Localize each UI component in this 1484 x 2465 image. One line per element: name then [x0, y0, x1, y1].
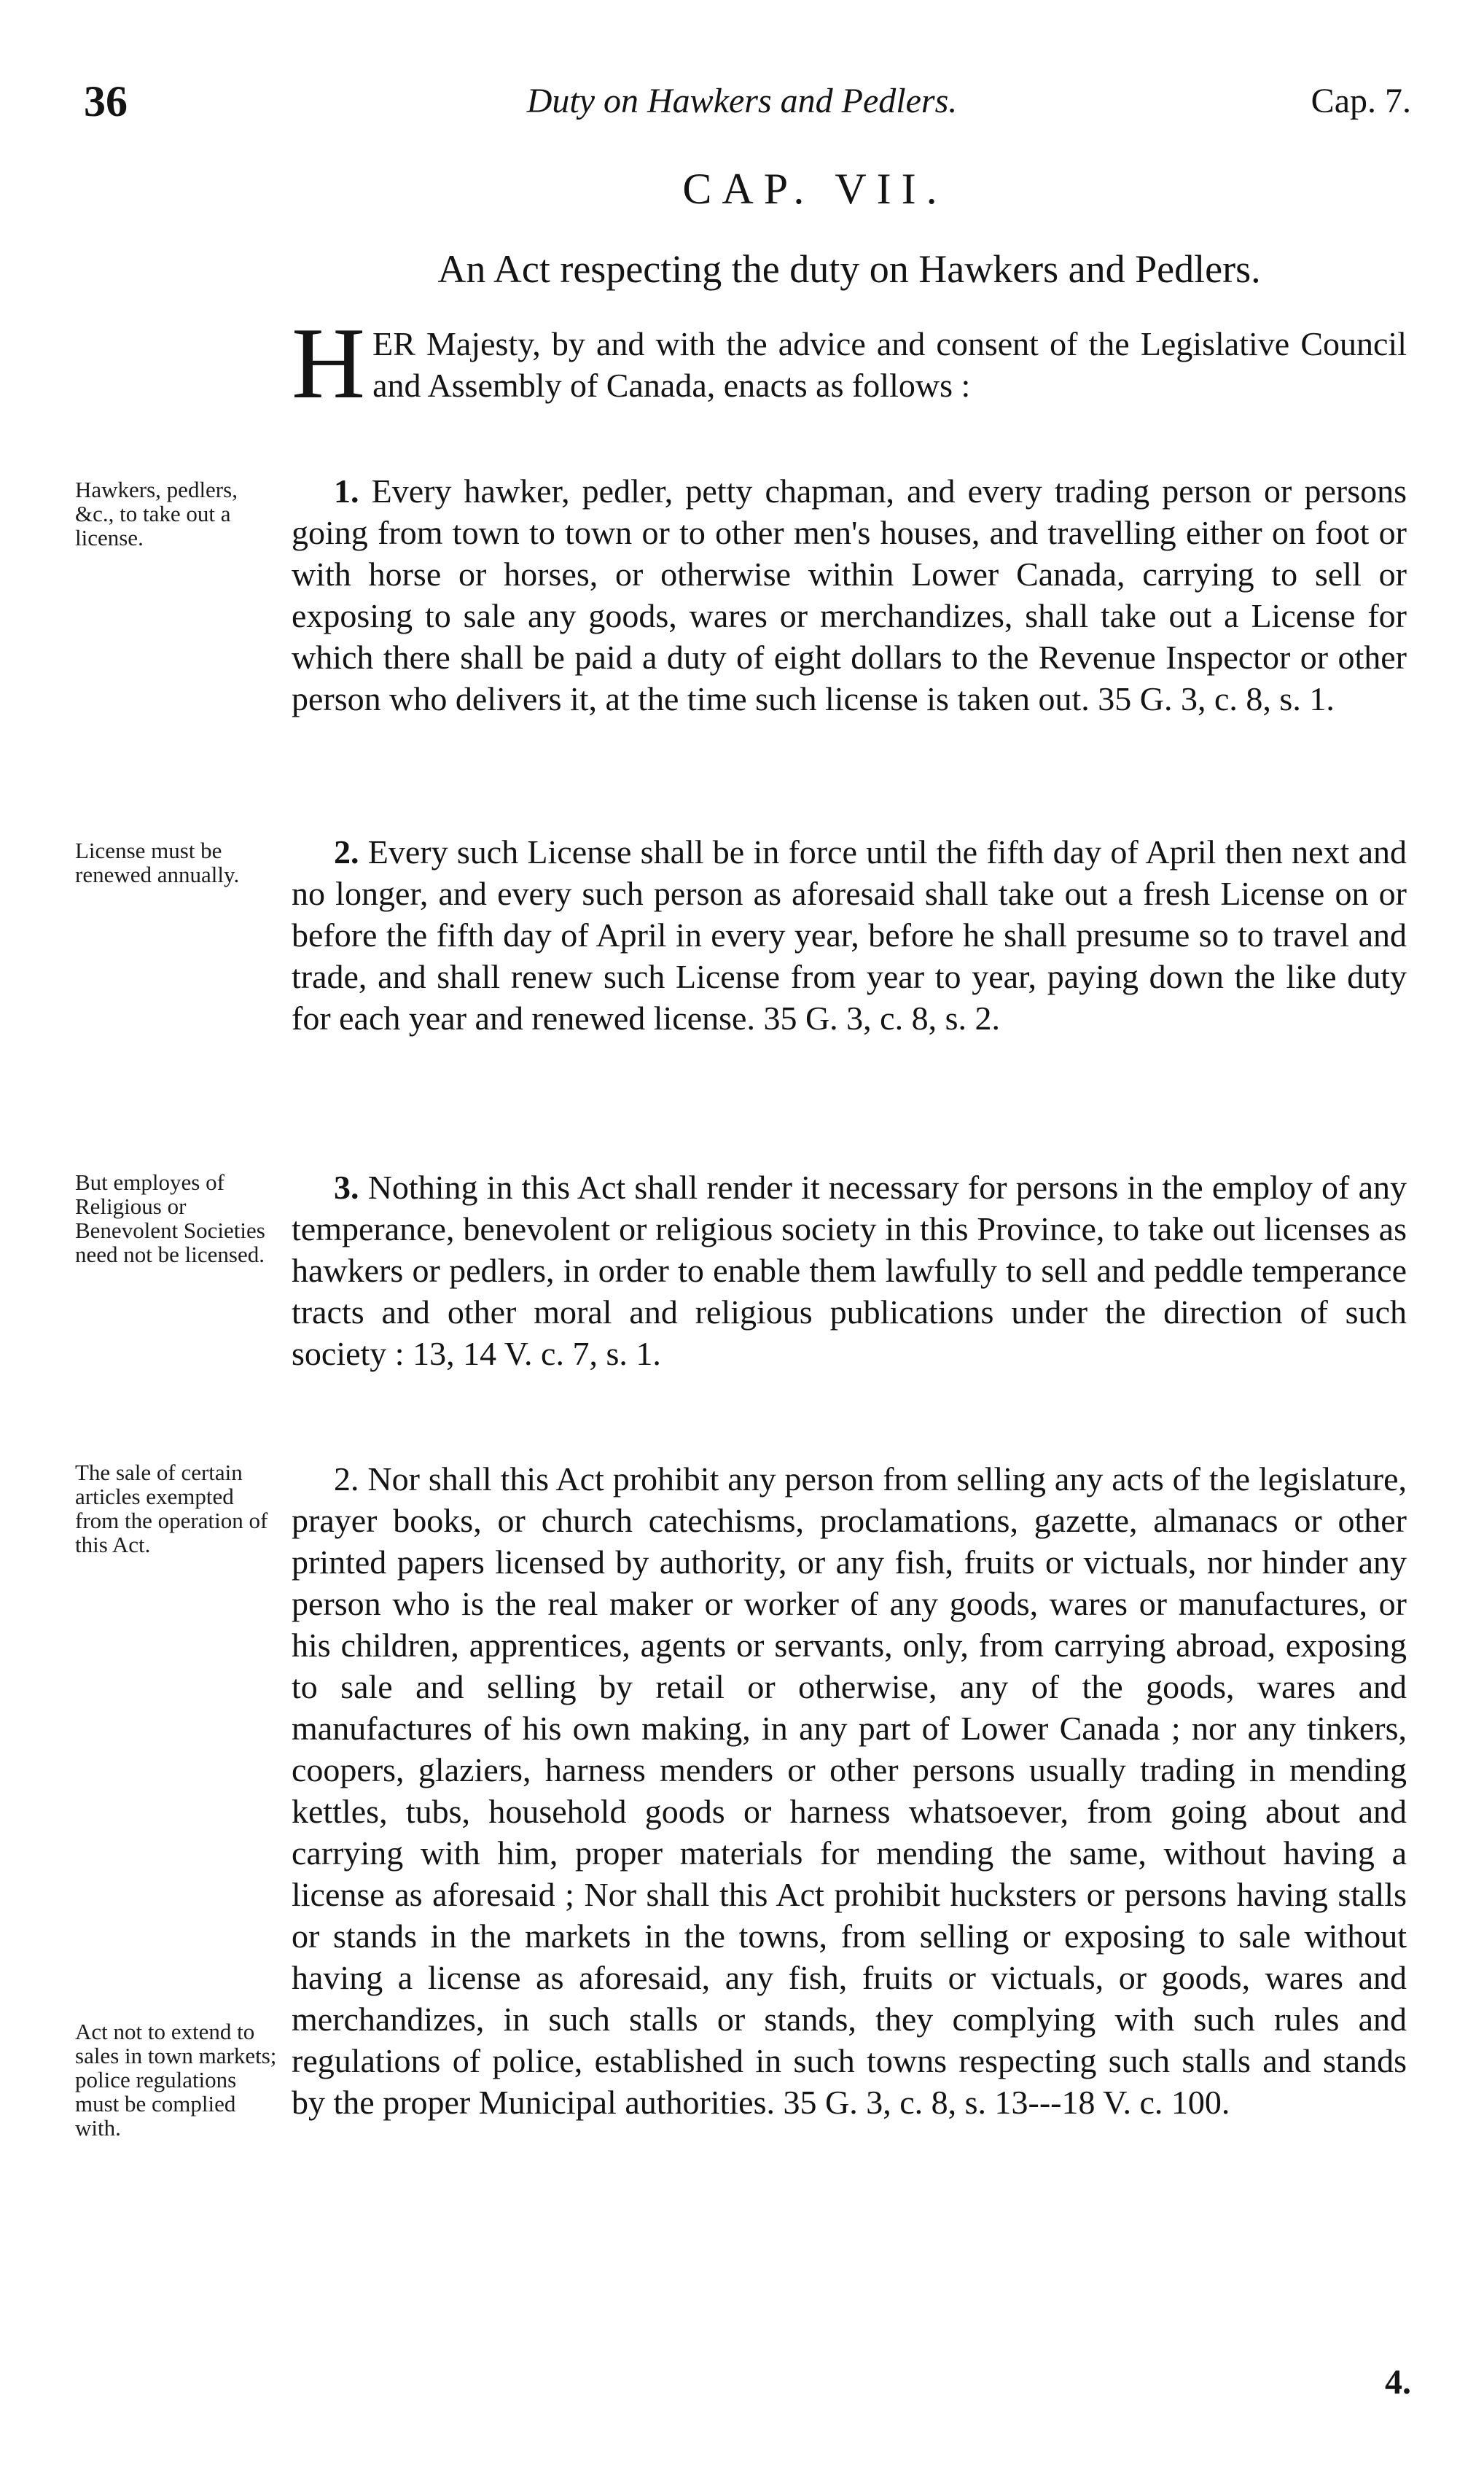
chapter-reference: Cap. 7. — [1311, 82, 1411, 120]
enacting-clause-text: ER Majesty, by and with the advice and consent of the Legislative Council and Assembly of Canada, enacts as follows : — [372, 325, 1407, 404]
margin-note-exempted-articles: The sale of certain articles exempted from the operation of this Act. — [75, 1460, 268, 1557]
section-number: 1. — [334, 472, 359, 510]
chapter-heading: CAP. VII. — [682, 165, 948, 213]
running-header — [0, 77, 1484, 142]
act-title: An Act respecting the duty on Hawkers and Pedlers. — [437, 247, 1261, 291]
section-text: Every hawker, pedler, petty chapman, and every trading person or persons going from town to town or to other men's houses, and travelling either on foot or with horse or horses, or otherwise within Lower Canada, carrying to sell or exposing to sale any goods, wares or merchandizes, shall take out a License for which there shall be paid a duty of eight dollars to the Revenue Inspector or other person who delivers it, at the time such license is taken out. 35 G. 3, c. 8, s. 1. — [292, 472, 1407, 717]
section-2 — [292, 831, 1407, 1039]
margin-note-section-2: License must be renewed annually. — [75, 838, 240, 887]
section-number: 3. — [334, 1169, 359, 1206]
drop-cap: H — [292, 307, 366, 420]
section-1 — [292, 470, 1407, 720]
section-text: Nor shall this Act prohibit any person from selling any acts of the legislature, prayer books, or church catechisms, proclamations, gazette, almanacs or other printed papers licensed by authority, or any fish, fruits or victuals, nor hinder any person who is the real maker or worker of any goods, wares or manufactures, or his children, apprentices, agents or servants, only, from carrying abroad, exposing to sale and selling by retail or otherwise, any of the goods, wares and manufactures of his own making, in any part of Lower Canada ; nor any tinkers, coopers, glaziers, harness menders or other persons usually trading in mending kettles, tubs, household goods or harness whatsoever, from going about and carrying with him, proper materials for mending the same, without having a license as aforesaid ; Nor shall this Act prohibit hucksters or persons having stalls or stands in the markets in the towns, from selling or exposing to sale without having a license as aforesaid, any fish, fruits or victuals, or goods, wares and merchandizes, in such stalls or stands, they complying with such rules and regulations of police, established in such towns respecting such stalls and stands by the proper Municipal authorities. 35 G. 3, c. 8, s. 13---18 V. c. 100. — [292, 1460, 1407, 2121]
section-number: 2. — [334, 833, 359, 871]
margin-note-town-markets: Act not to extend to sales in town markets; police regulations must be complied with. — [75, 2019, 277, 2141]
margin-note-section-3: But employes of Religious or Benevolent Societies need not be licensed. — [75, 1169, 265, 1267]
page-number: 36 — [84, 77, 128, 125]
section-3 — [292, 1167, 1407, 1374]
running-title: Duty on Hawkers and Pedlers. — [526, 82, 958, 120]
section-text: Nothing in this Act shall render it necessary for persons in the employ of any temperance, benevolent or religious society in this Province, to take out licenses as hawkers or pedlers, in order to enable them lawfully to sell and peddle temperance tracts and other moral and religious publications under the direction of such society : 13, 14 V. c. 7, s. 1. — [292, 1169, 1407, 1372]
margin-note-section-1: Hawkers, pedlers, &c., to take out a license. — [75, 477, 238, 550]
subsection-number: 2. — [334, 1460, 359, 1498]
section-text: Every such License shall be in force until the fifth day of April then next and no longer, and every such person as aforesaid shall take out a fresh License on or before the fifth day of April in every year, before he shall presume so to travel and trade, and shall renew such License from year to year, paying down the like duty for each year and renewed license. 35 G. 3, c. 8, s. 2. — [292, 833, 1407, 1037]
enacting-clause — [292, 307, 1407, 420]
catchword: 4. — [1385, 2363, 1411, 2402]
section-3-subsection-2 — [292, 1458, 1407, 2123]
